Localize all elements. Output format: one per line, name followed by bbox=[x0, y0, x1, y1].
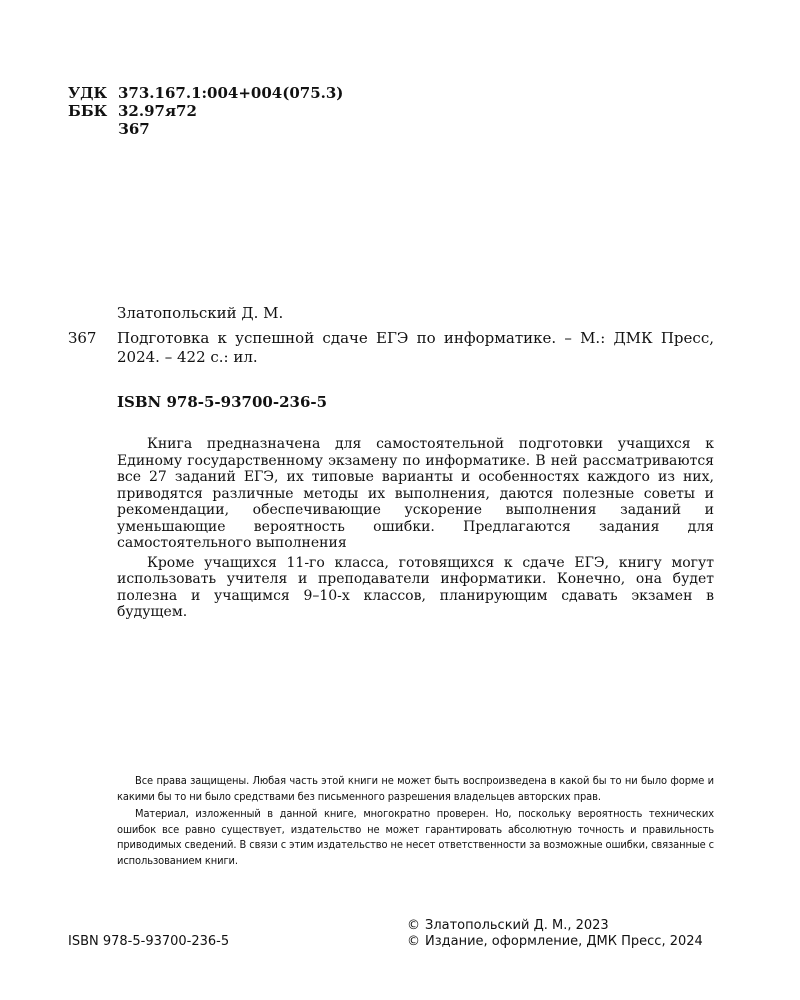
annotation bbox=[117, 436, 714, 621]
bbk-value: 32.97я72 bbox=[118, 102, 197, 120]
copyright-line-2 bbox=[407, 934, 703, 949]
bbk-label: ББК bbox=[68, 102, 108, 120]
copyright-line-1 bbox=[407, 918, 609, 933]
author-mark: З67 bbox=[118, 120, 150, 138]
rights-paragraph-1: Все права защищены. Любая часть этой книги не может быть воспроизведена в какой бы то ни было форме и какими бы то ни было средствами без письменного разрешения владельцев авторских прав. bbox=[117, 774, 714, 803]
bbk-row bbox=[68, 102, 197, 120]
copyright-icon: © bbox=[407, 934, 420, 949]
isbn-bottom: ISBN 978-5-93700-236-5 bbox=[68, 934, 230, 949]
isbn-main: ISBN 978-5-93700-236-5 bbox=[117, 393, 328, 411]
author-name: Златопольский Д. М. bbox=[117, 304, 284, 322]
udk-value: 373.167.1:004+004(075.3) bbox=[118, 84, 344, 102]
author-mark-row bbox=[68, 120, 150, 138]
copyright-author: Златопольский Д. М., 2023 bbox=[425, 918, 609, 933]
udk-row bbox=[68, 84, 343, 102]
udk-label: УДК bbox=[68, 84, 108, 102]
annotation-paragraph-1: Книга предназначена для самостоятельной подготовки учащихся к Единому государственному экзамену по информатике. В ней рассматриваются все 27 заданий ЕГЭ, их типовые варианты и особенностях каждого из них, приводятся различные методы их выполнения, даются полезные советы и рекомендации, обеспечивающие ускорение выполнения заданий и уменьшающие вероятность ошибки. Предлагаются задания для самостоятельного выполнения bbox=[117, 436, 714, 551]
copyright-publisher: Издание, оформление, ДМК Пресс, 2024 bbox=[425, 934, 703, 949]
bibliography-code: З67 bbox=[68, 329, 97, 347]
rights-paragraph-2: Материал, изложенный в данной книге, многократно проверен. Но, поскольку вероятность технических ошибок все равно существует, издательство не может гарантировать абсолютную точность и правильность приводимых сведений. В связи с этим издательство не несет ответственности за возможные ошибки, связанные с использованием книги. bbox=[117, 807, 714, 867]
bibliography-title: Подготовка к успешной сдаче ЕГЭ по информатике. – М.: ДМК Пресс, 2024. – 422 с.: ил. bbox=[117, 329, 714, 366]
annotation-paragraph-2: Кроме учащихся 11-го класса, готовящихся к сдаче ЕГЭ, книгу могут использовать учителя и преподаватели информатики. Конечно, она будет полезна и учащимся 9–10-х классов, планирующим сдавать экзамен в будущем. bbox=[117, 554, 714, 620]
rights-notice bbox=[117, 773, 714, 868]
copyright-icon: © bbox=[407, 918, 420, 933]
